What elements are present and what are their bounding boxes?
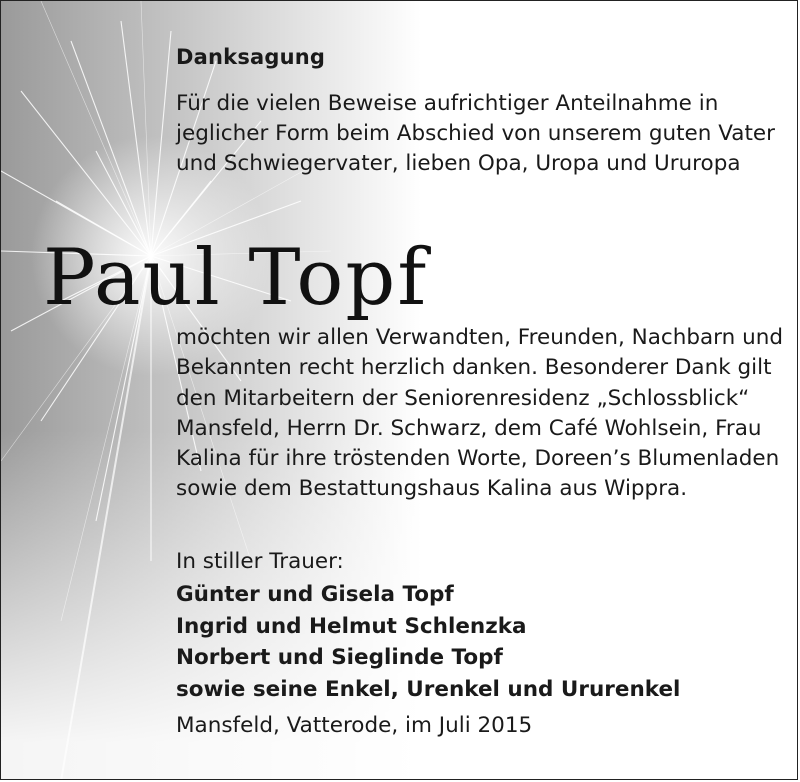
deceased-name: Paul Topf [43,233,429,323]
notice-heading: Danksagung [176,45,326,69]
intro-text: Für die vielen Beweise aufrichtiger Anteilnahme in jeglicher Form beim Abschied von unserem guten Vater und Schwiegervater, lieben Opa, Uropa und Ururopa [176,91,775,176]
signer-item: Ingrid und Helmut Schlenzka [176,613,527,639]
notice-content [1,1,798,780]
signer-item: sowie seine Enkel, Urenkel und Ururenkel [176,677,681,703]
place-date: Mansfeld, Vatterode, im Juli 2015 [176,713,533,738]
signer-item: Norbert und Sieglinde Topf [176,645,503,671]
signers-label: In stiller Trauer: [176,549,344,574]
signer-item: Günter und Gisela Topf [176,582,454,607]
thanks-text: möchten wir allen Verwandten, Freunden, Nachbarn und Bekannten recht herzlich danken. Besonderer Dank gilt den Mitarbeitern der Seniorenresidenz „Schlossblick“ Mansfeld, Herrn Dr. Schwarz, dem Café Wohlsein, Frau Kalina für ihre tröstenden Worte, Doreen’s Blumenladen sowie dem Bestattungshaus Kalina aus Wippra. [176,325,783,502]
signers-list [176,579,680,706]
